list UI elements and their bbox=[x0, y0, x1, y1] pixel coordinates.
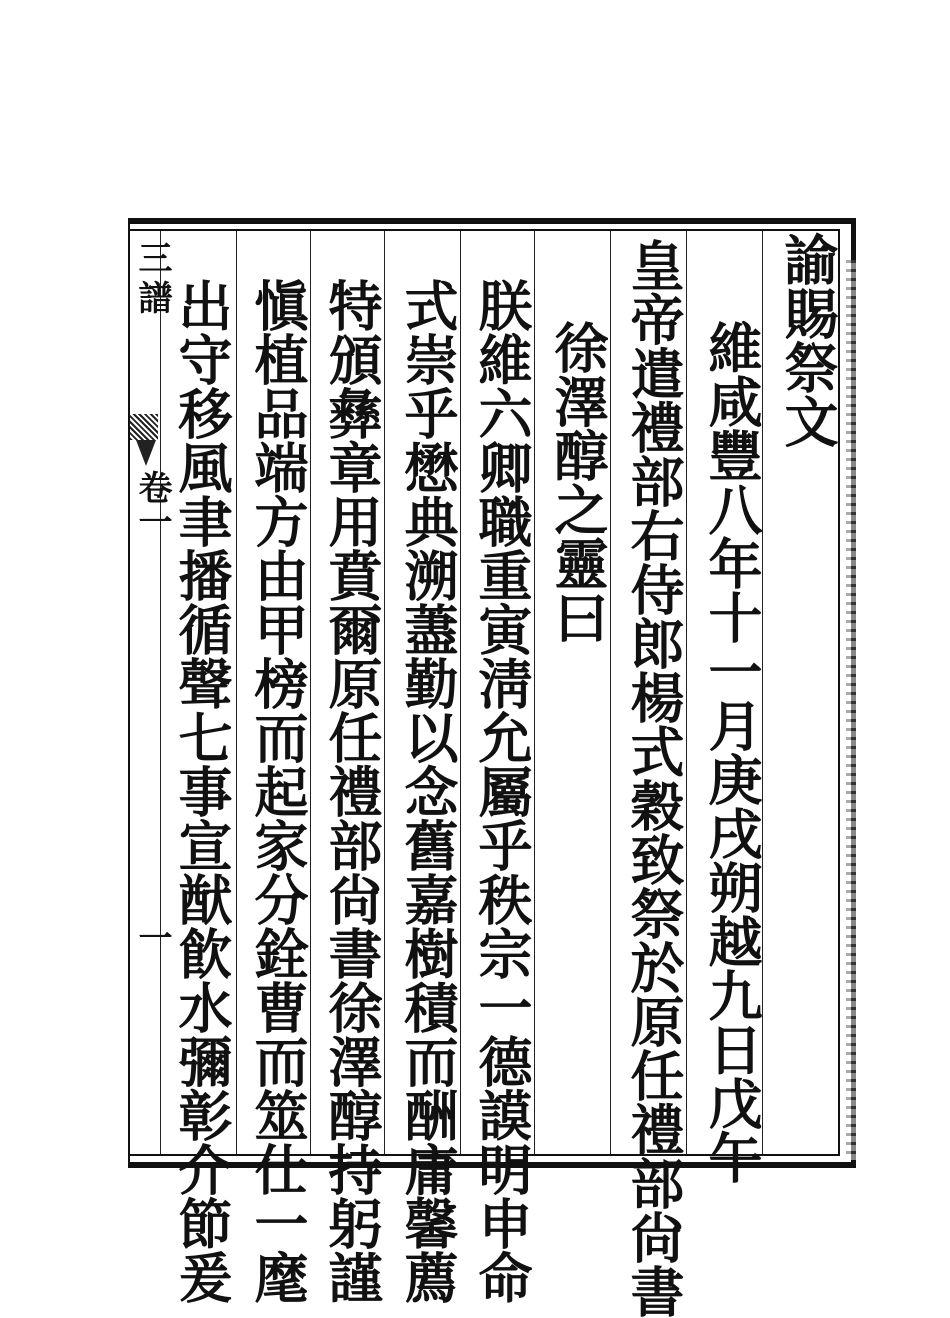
column-title: 諭賜祭文 bbox=[776, 232, 840, 448]
margin-label-volume: 卷一 bbox=[132, 470, 172, 538]
column-text: 朕維六卿職重寅淸允屬乎秩宗一德謨明申命 bbox=[470, 278, 534, 1304]
column-rule bbox=[236, 231, 237, 1154]
fish-tail-tip bbox=[136, 440, 156, 466]
frame-inner-top-rule bbox=[128, 229, 840, 231]
column-text: 出守移風聿播循聲七事宣猷飮水彌彰介節爰 bbox=[170, 278, 234, 1304]
column-rule bbox=[384, 231, 385, 1154]
edge-speckle bbox=[846, 260, 856, 1160]
column-text: 徐澤醇之靈曰 bbox=[546, 320, 610, 644]
column-rule bbox=[686, 231, 687, 1154]
margin-label-book: 譜 bbox=[132, 280, 172, 314]
column-text: 皇帝遣禮部右侍郎楊式穀致祭於原任禮部尙書 bbox=[622, 238, 686, 1318]
margin-strip bbox=[130, 231, 160, 1154]
column-text: 維咸豐八年十一月庚戌朔越九日戊午 bbox=[700, 320, 764, 1184]
margin-page-number: 一 bbox=[132, 920, 172, 954]
margin-label-top: 三 bbox=[132, 240, 172, 274]
column-rule bbox=[610, 231, 611, 1154]
column-rule bbox=[310, 231, 311, 1154]
column-rule bbox=[534, 231, 535, 1154]
column-text: 特頒彝章用賁爾原任禮部尙書徐澤醇持躬謹 bbox=[320, 278, 384, 1304]
fish-tail-mark bbox=[130, 414, 158, 440]
column-text: 式崇乎懋典溯藎勤以念舊嘉樹積而酬庸馨薦 bbox=[396, 278, 460, 1304]
column-text: 愼植品端方由甲榜而起家分銓曹而筮仕一麾 bbox=[246, 278, 310, 1304]
column-rule bbox=[460, 231, 461, 1154]
column-rule bbox=[160, 231, 161, 1154]
